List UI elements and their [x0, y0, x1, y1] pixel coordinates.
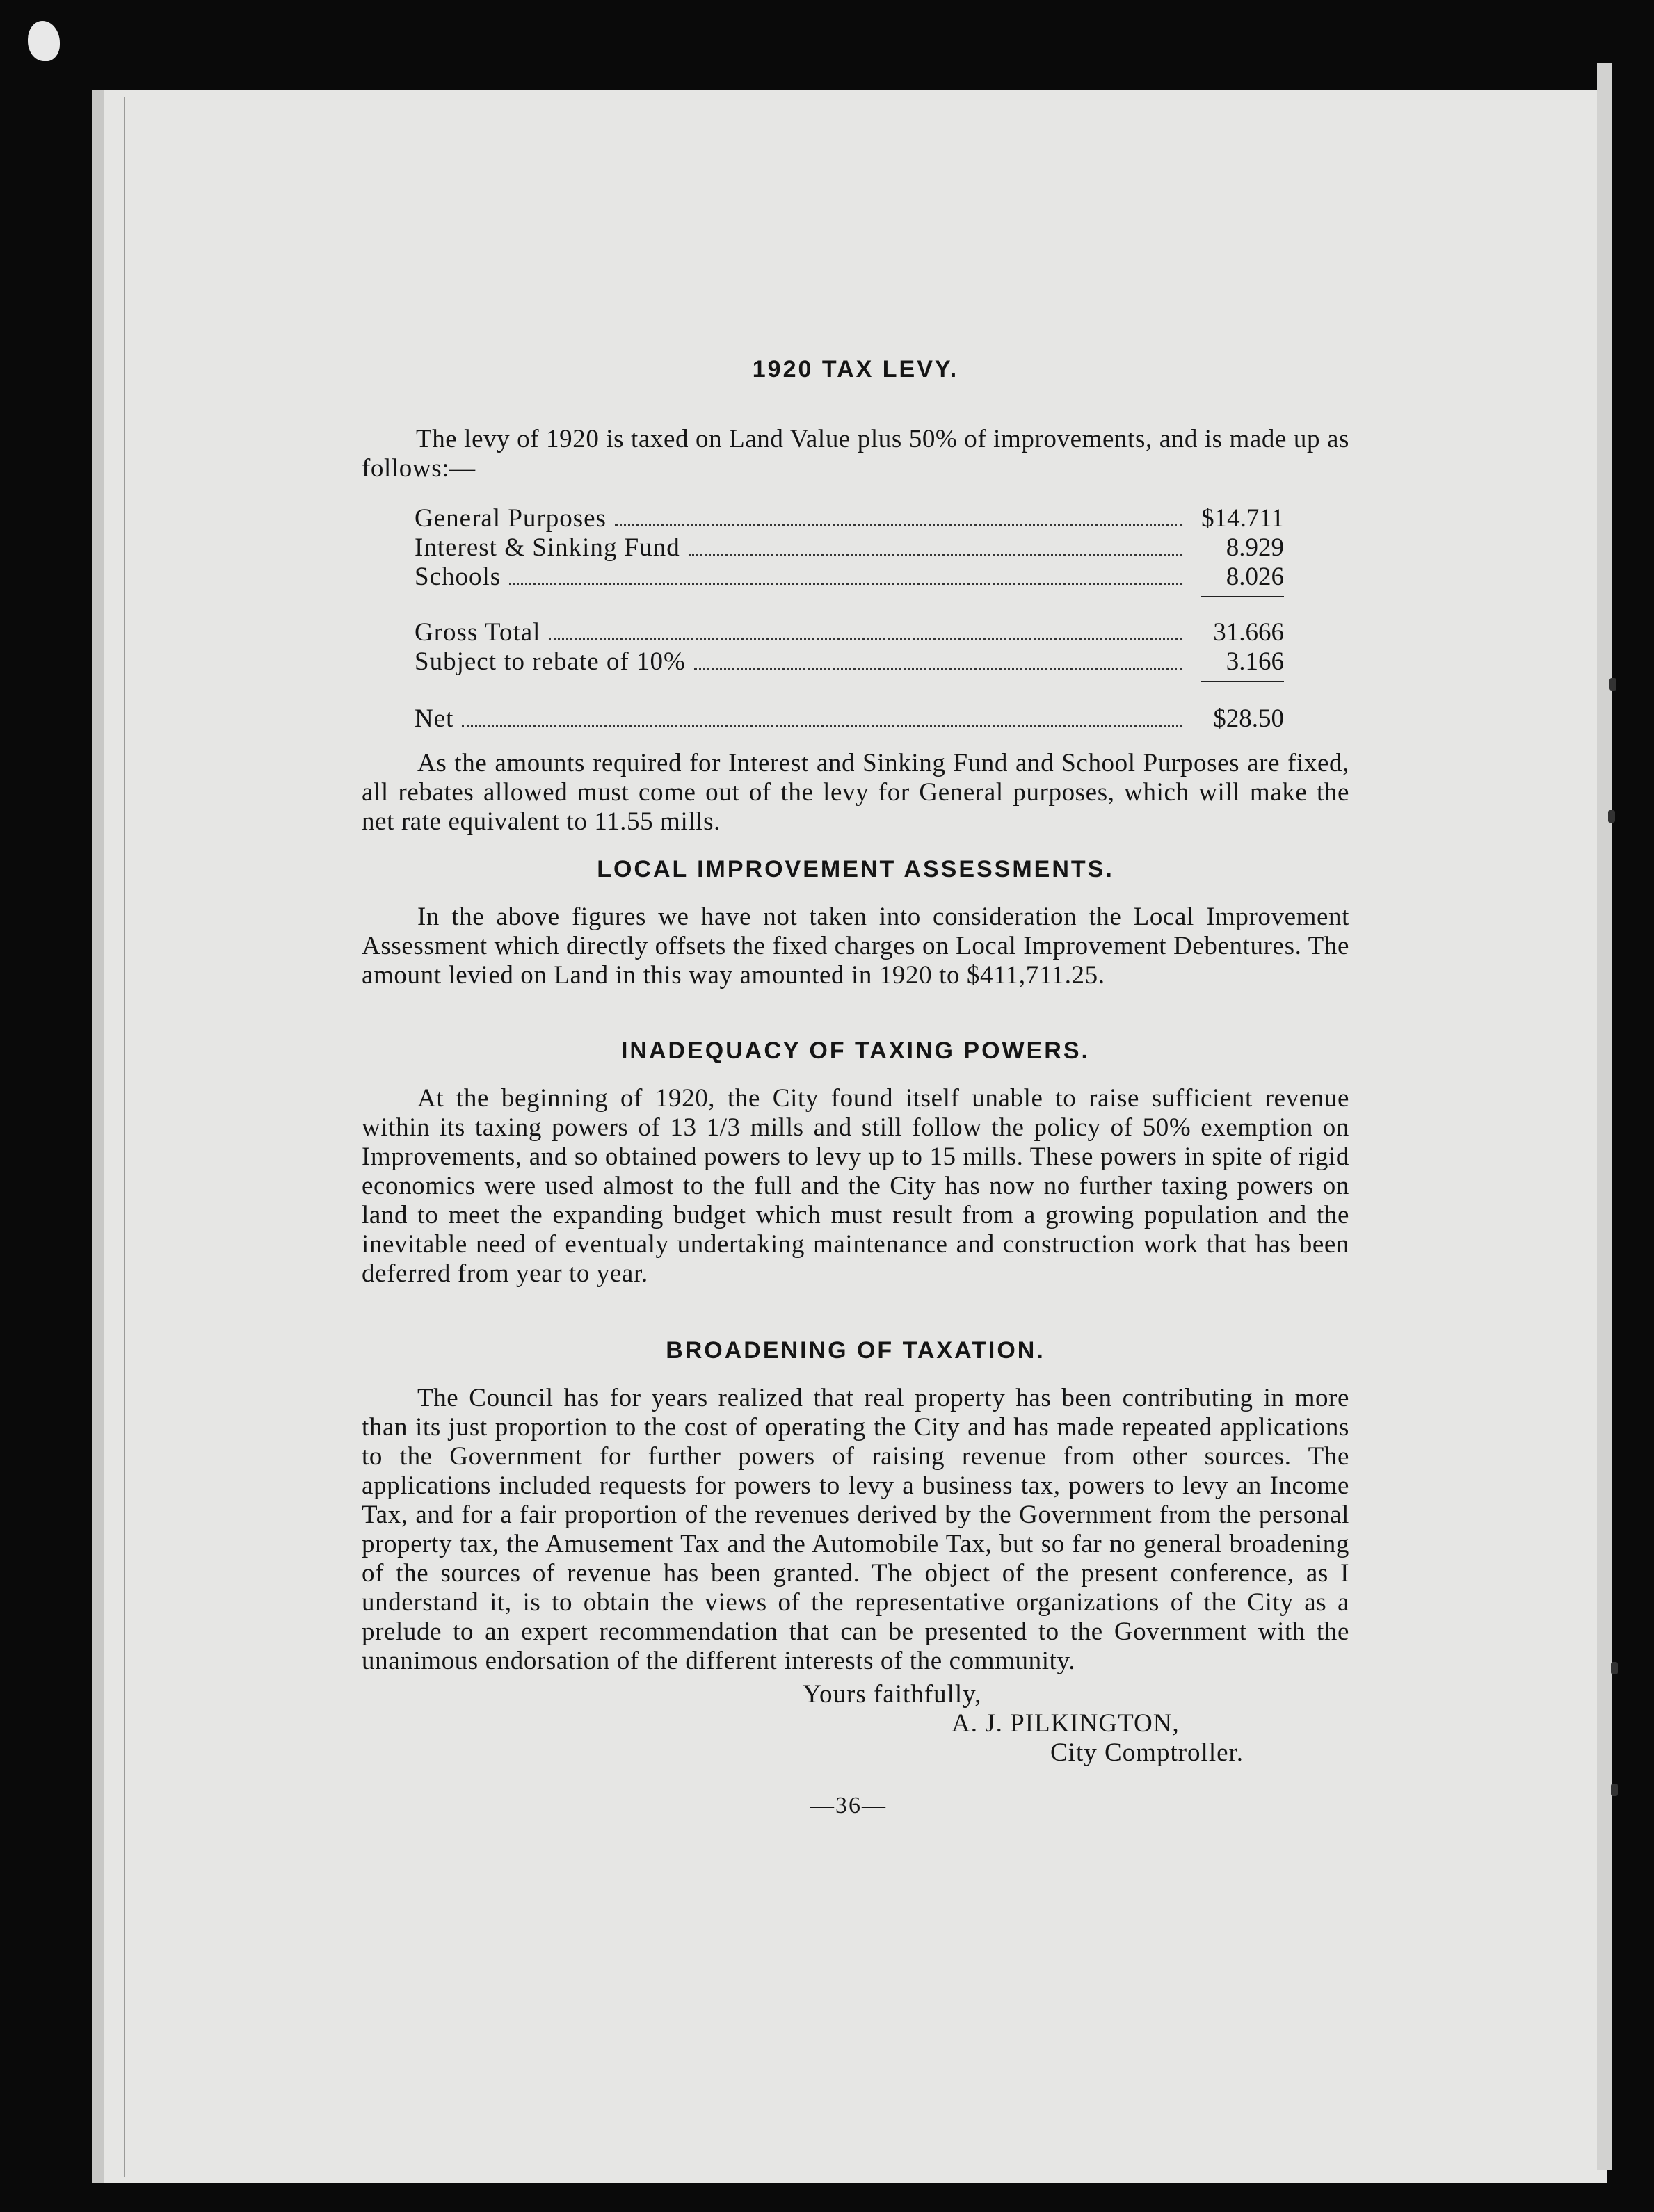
levy-value: 8.929 [1226, 533, 1284, 562]
net-value: $28.50 [1213, 704, 1284, 733]
page-content [362, 348, 1349, 1819]
gross-value: 31.666 [1213, 618, 1284, 647]
levy-label: Schools [415, 563, 501, 591]
levy-label: Interest & Sinking Fund [415, 533, 680, 562]
net-label: Net [415, 704, 454, 733]
leader-dots [615, 524, 1182, 526]
leader-dots [509, 583, 1182, 585]
tax-levy-intro: The levy of 1920 is taxed on Land Value plus 50% of improvements, and is made up as follows:— [362, 425, 1349, 483]
levy-row [415, 533, 1284, 563]
rebate-label: Subject to rebate of 10% [415, 647, 686, 676]
broadening-text: The Council has for years realized that real property has been contributing in more than its just proportion to the cost of operating the City and has made repeated applications to the Government for further powers of raising revenue from other sources. The applications included requests for powers to levy a business tax, powers to levy an Income Tax, and for a fair proportion of the revenues derived by the Government from the personal property tax, the Amusement Tax and the Automobile Tax, but so far no general broadening of the sources of revenue has been granted. The object of the present conference, as I understand it, is to obtain the views of the representative organizations of the City as a prelude to an expert recommendation that can be presented to the Government with the unanimous endorsation of the different interests of the community. [362, 1384, 1349, 1675]
signatory-title: City Comptroller. [1050, 1738, 1244, 1767]
inadequacy-heading: INADEQUACY OF TAXING POWERS. [620, 1038, 1090, 1064]
inadequacy-text: At the beginning of 1920, the City found itself unable to raise sufficient revenue within its taxing powers of 13 1/3 mills and still follow the policy of 50% exemption on Improvements, and so obtained powers to levy up to 15 mills. These powers in spite of rigid economics were used almost to the full and the City has now no further taxing powers on land to meet the expanding budget which must result from a growing population and the inevitable need of eventualy undertaking maintenance and construction work that has been deferred from year to year. [362, 1084, 1349, 1288]
levy-value: 8.026 [1226, 563, 1284, 591]
leader-dots [549, 638, 1182, 640]
broadening-heading: BROADENING OF TAXATION. [666, 1337, 1045, 1364]
net-row [415, 704, 1284, 734]
edge-mark [1611, 1662, 1618, 1674]
closing-line: Yours faithfully, [803, 1680, 982, 1709]
levy-row [415, 504, 1284, 533]
leader-dots [694, 668, 1182, 670]
local-improvement-heading: LOCAL IMPROVEMENT ASSESSMENTS. [597, 856, 1114, 882]
page-right-edge [1597, 63, 1612, 2170]
tax-levy-heading: 1920 TAX LEVY. [752, 356, 959, 382]
tax-levy-note: As the amounts required for Interest and Sinking Fund and School Purposes are fixed, all rebates allowed must come out of the levy for General purposes, which will make the net rate equivalent to 11.55 mills. [362, 749, 1349, 836]
local-improvement-text: In the above figures we have not taken into consideration the Local Improvement Assessment which directly offsets the fixed charges on Local Improvement Debentures. The amount levied on Land in this way amounted in 1920 to $411,711.25. [362, 903, 1349, 990]
levy-label: General Purposes [415, 504, 607, 533]
corner-blot [28, 21, 60, 61]
levy-table [415, 504, 1284, 734]
rebate-value: 3.166 [1226, 647, 1284, 676]
levy-row [415, 563, 1284, 592]
rebate-row [415, 647, 1284, 677]
edge-mark [1609, 678, 1616, 691]
page-edge-line [124, 97, 125, 2177]
gross-label: Gross Total [415, 618, 541, 647]
edge-mark [1611, 1784, 1618, 1796]
levy-value: $14.711 [1201, 504, 1284, 533]
gross-row [415, 618, 1284, 647]
page-number: —36— [810, 1793, 887, 1818]
signatory-name: A. J. PILKINGTON, [952, 1709, 1180, 1738]
leader-dots [462, 725, 1182, 727]
leader-dots [689, 554, 1182, 556]
edge-mark [1608, 810, 1615, 823]
